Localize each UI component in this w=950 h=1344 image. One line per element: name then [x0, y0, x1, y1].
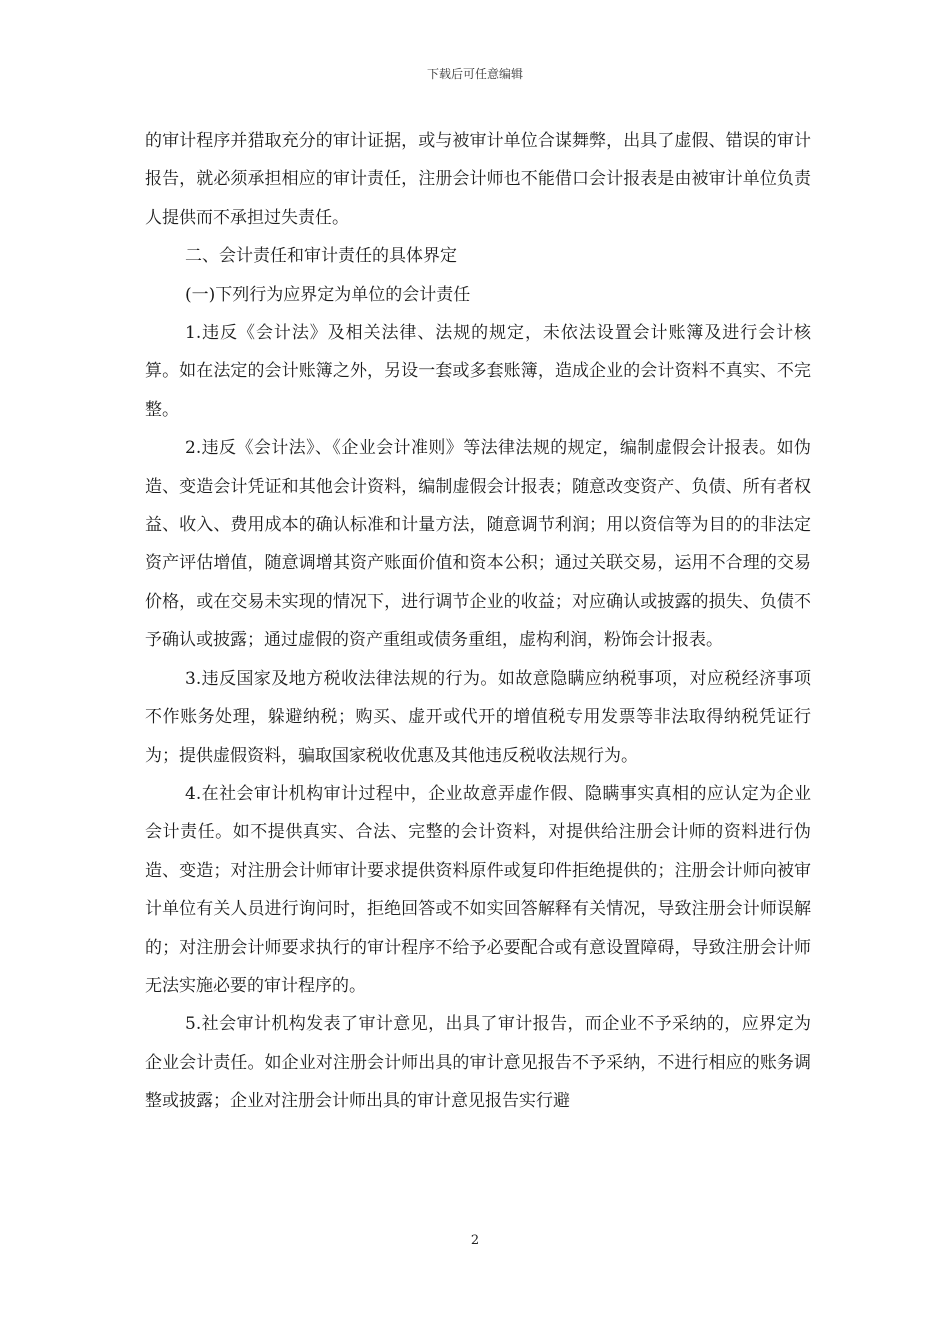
page-number: 2 — [470, 1233, 480, 1248]
paragraph-item-3: 3.违反国家及地方税收法律法规的行为。如故意隐瞒应纳税事项，对应税经济事项不作账务处理，躲避纳税；购买、虚开或代开的增值税专用发票等非法取得纳税凭证行为；提供虚假资料，骗取国家税收优惠及其他违反税收法规行为。 — [145, 668, 811, 766]
paragraph-item-5: 5.社会审计机构发表了审计意见，出具了审计报告，而企业不予采纳的，应界定为企业会计责任。如企业对注册会计师出具的审计意见报告不予采纳，不进行相应的账务调整或披露；企业对注册会计师出具的审计意见报告实行避 — [145, 1014, 811, 1112]
paragraph-item-2: 2.违反《会计法》、《企业会计准则》等法律法规的规定，编制虚假会计报表。如伪造、变造会计凭证和其他会计资料，编制虚假会计报表；随意改变资产、负债、所有者权益、收入、费用成本的确认标准和计量方法，随意调节利润；用以资信等为目的的非法定资产评估增值，随意调增其资产账面价值和资本公积；通过关联交易，运用不合理的交易价格，或在交易未实现的情况下，进行调节企业的收益；对应确认或披露的损失、负债不予确认或披露；通过虚假的资产重组或债务重组，虚构利润，粉饰会计报表。 — [145, 438, 811, 651]
paragraph-item-1: 1.违反《会计法》及相关法律、法规的规定，未依法设置会计账簿及进行会计核算。如在法定的会计账簿之外，另设一套或多套账簿，造成企业的会计资料不真实、不完整。 — [145, 323, 811, 420]
section-heading: 二、会计责任和审计责任的具体界定 — [185, 246, 457, 267]
paragraph-item-4: 4.在社会审计机构审计过程中，企业故意弄虚作假、隐瞒事实真相的应认定为企业会计责任。如不提供真实、合法、完整的会计资料，对提供给注册会计师的资料进行伪造、变造；对注册会计师审计要求提供资料原件或复印件拒绝提供的；注册会计师向被审计单位有关人员进行询问时，拒绝回答或不如实回答解释有关情况，导致注册会计师误解的；对注册会计师要求执行的审计程序不给予必要配合或有意设置障碍，导致注册会计师无法实施必要的审计程序的。 — [145, 783, 811, 996]
paragraph-continuation: 的审计程序并猎取充分的审计证据，或与被审计单位合谋舞弊，出具了虚假、错误的审计报告，就必须承担相应的审计责任，注册会计师也不能借口会计报表是由被审计单位负责人提供而不承担过失责任。 — [145, 131, 811, 228]
subsection-heading: (一)下列行为应界定为单位的会计责任 — [185, 284, 471, 305]
document-body — [145, 122, 811, 1121]
page-header: 下载后可任意编辑 — [426, 67, 523, 81]
